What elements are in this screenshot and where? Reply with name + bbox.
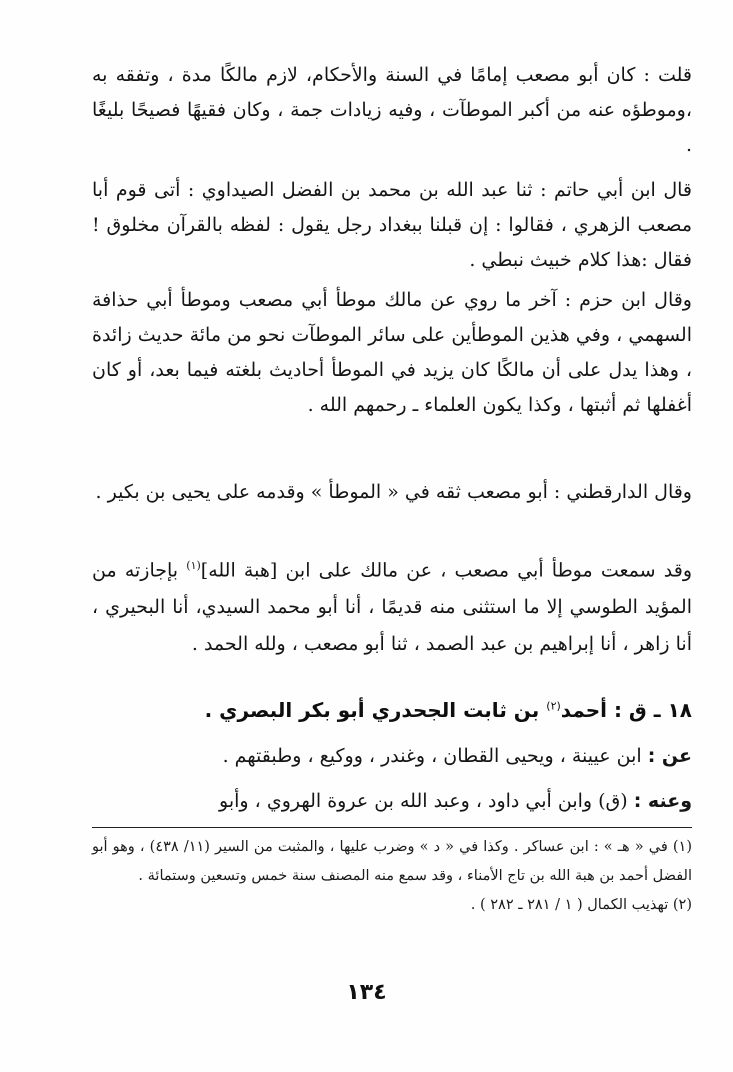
paragraph-daraqutni: وقال الدارقطني : أبو مصعب ثقه في « الموطأ » وقدمه على يحيى بن بكير .: [95, 481, 692, 503]
footnote-1: (١) في « هـ » : ابن عساكر . وكذا في « د » وضرب عليها ، والمثبت من السير (١١/ ٤٣٨) ، وهو أبو الفضل أحمد بن هبة الله بن تاج الأمناء ، وقد سمع منه المصنف سنة خمس وتسعين وستمائة .: [92, 839, 692, 884]
paragraph-chain-of-narration: [92, 547, 692, 663]
students-text: (ق) وابن أبي داود ، وعبد الله بن عروة الهروي ، وأبو: [219, 790, 634, 812]
teachers-line: [92, 745, 692, 767]
chain-text-before-ref: وقد سمعت موطأ أبي مصعب ، عن مالك على ابن [هبة الله]: [200, 559, 692, 582]
teachers-label: عن :: [647, 745, 692, 767]
chain-text-after-ref: بإجازته من المؤيد الطوسي إلا ما استثنى منه قديمًا ، أنا أبو محمد السيدي، أنا البحيري ، أنا زاهر ، أنا إبراهيم بن عبد الصمد ، ثنا أبو مصعب ، ولله الحمد .: [92, 559, 692, 656]
students-line: [92, 790, 692, 812]
students-label: وعنه :: [633, 790, 692, 812]
footnote-2: (٢) تهذيب الكمال ( ١ / ٢٨١ ـ ٢٨٢ ) .: [470, 897, 692, 913]
entry-number: ١٨ ـ ق : أحمد: [560, 698, 692, 722]
page-number: ١٣٤: [346, 980, 387, 1005]
footnotes: [92, 833, 692, 920]
footnote-ref-2: (٢): [546, 699, 561, 713]
footnote-divider: [92, 827, 692, 828]
teachers-text: ابن عيينة ، ويحيى القطان ، وغندر ، ووكيع ، وطبقتهم .: [222, 745, 648, 767]
paragraph-comment: قلت : كان أبو مصعب إمامًا في السنة والأحكام، لازم مالكًا مدة ، وتفقه به ،وموطؤه عنه من أكبر الموطآت ، وفيه زيادات جمة ، وكان فقيهًا فصيحًا بليغًا .: [92, 64, 692, 156]
footnote-ref-1: (١): [186, 559, 201, 572]
entry-name: بن ثابت الجحدري أبو بكر البصري .: [204, 698, 547, 722]
paragraph-ibn-hazm: وقال ابن حزم : آخر ما روي عن مالك موطأ أبي مصعب وموطأ أبي حذافة السهمي ، وفي هذين الموطأين على سائر الموطآت نحو من مائة حديث زائدة ، وهذا يدل على أن مالكًا كان يزيد في الموطأ أحاديث بلغته فيما بعد، أو كان أغفلها ثم أثبتها ، وكذا يكون العلماء ـ رحمهم الله .: [92, 289, 692, 416]
paragraph-ibn-abi-hatim: قال ابن أبي حاتم : ثنا عبد الله بن محمد بن الفضل الصيداوي : أتى قوم أبا مصعب الزهري ، فقالوا : إن قبلنا ببغداد رجل يقول : لفظه بالقرآن مخلوق ! فقال :هذا كلام خبيث نبطي .: [92, 179, 692, 271]
entry-heading: [92, 698, 692, 722]
